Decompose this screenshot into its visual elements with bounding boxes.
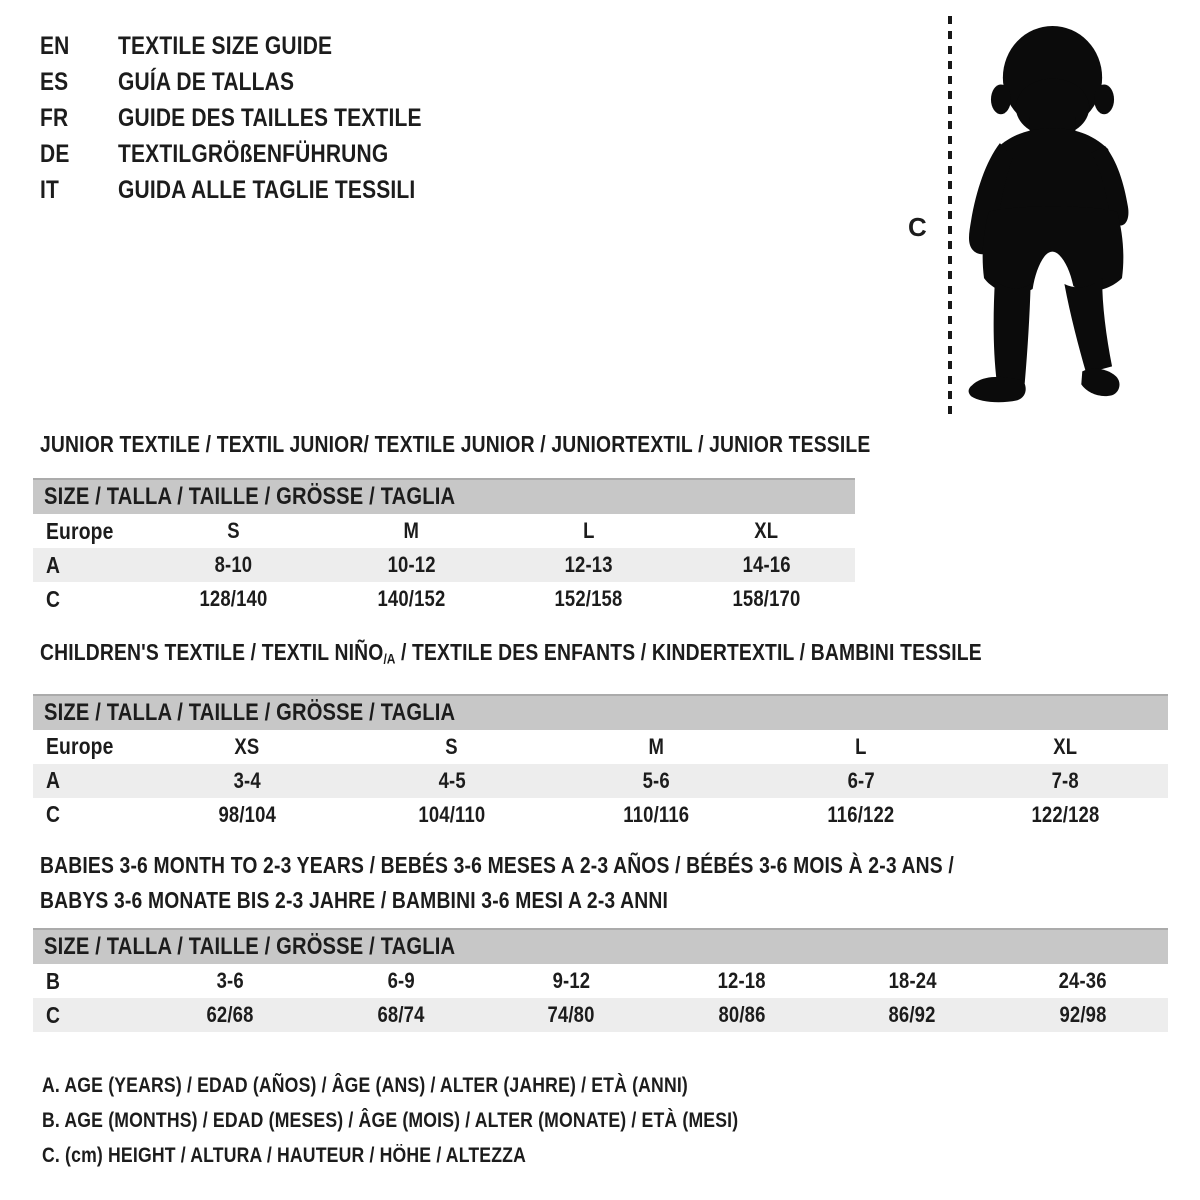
size-cell: M (403, 518, 420, 543)
size-cell: M (648, 733, 665, 759)
row-label: B (46, 967, 61, 994)
junior-row-height (33, 582, 855, 616)
language-code-en: EN (40, 32, 70, 60)
row-label: C (46, 1001, 61, 1028)
junior-row-europe (33, 514, 855, 548)
size-cell: 68/74 (377, 1002, 425, 1027)
children-row-europe (33, 730, 1168, 764)
children-section-title (33, 638, 1168, 674)
size-cell: 62/68 (206, 1002, 254, 1027)
size-cell: 5-6 (642, 767, 671, 793)
size-header-label: SIZE / TALLA / TAILLE / GRÖSSE / TAGLIA (44, 483, 456, 510)
guide-title-fr: GUIDE DES TAILLES TEXTILE (118, 104, 422, 132)
language-code-de: DE (40, 140, 70, 168)
size-header-label: SIZE / TALLA / TAILLE / GRÖSSE / TAGLIA (44, 698, 456, 726)
size-cell: 140/152 (377, 586, 446, 611)
size-cell: 7-8 (1052, 767, 1080, 793)
size-cell: 152/158 (554, 586, 623, 611)
children-size-header-bar (33, 694, 1168, 730)
size-cell: XL (1053, 733, 1078, 759)
children-row-height (33, 798, 1168, 832)
size-cell: 4-5 (438, 767, 466, 793)
size-cell: S (445, 733, 459, 759)
size-cell: 74/80 (547, 1002, 595, 1027)
language-row-fr (40, 100, 480, 136)
guide-title-es: GUÍA DE TALLAS (118, 68, 295, 96)
babies-textile-section (33, 848, 1168, 1032)
size-cell: XL (754, 518, 779, 543)
language-code-es: ES (40, 68, 69, 96)
size-cell: 10-12 (387, 552, 436, 577)
size-cell: XS (234, 733, 260, 759)
row-label: C (46, 585, 61, 612)
size-cell: 98/104 (218, 801, 277, 827)
language-code-fr: FR (40, 104, 69, 132)
row-label: A (46, 551, 61, 578)
junior-size-table (33, 478, 855, 616)
size-cell: L (855, 733, 867, 759)
footnote-age-months: B. AGE (MONTHS) / EDAD (MESES) / ÂGE (MOIS) / ALTER (MONATE) / ETÀ (MESI) (42, 1109, 739, 1132)
babies-size-table (33, 928, 1168, 1032)
size-cell: 3-4 (233, 767, 261, 793)
guide-title-it: GUIDA ALLE TAGLIE TESSILI (118, 176, 416, 204)
guide-title-de: TEXTILGRÖßENFÜHRUNG (118, 140, 389, 168)
measurement-figure (890, 0, 1200, 440)
size-cell: 9-12 (552, 968, 591, 993)
babies-title-line1: BABIES 3-6 MONTH TO 2-3 YEARS / BEBÉS 3-6 MESES A 2-3 AÑOS / BÉBÉS 3-6 MOIS À 2-3 ANS / (40, 852, 954, 878)
row-label: C (46, 801, 61, 828)
size-cell: 80/86 (718, 1002, 766, 1027)
row-label: Europe (46, 733, 114, 760)
row-label: A (46, 767, 61, 794)
junior-section-title (33, 430, 871, 458)
children-row-age (33, 764, 1168, 798)
size-cell: 116/122 (827, 801, 895, 827)
language-code-it: IT (40, 176, 60, 204)
height-dashed-line (948, 16, 952, 418)
guide-title-en: TEXTILE SIZE GUIDE (118, 32, 333, 60)
footnote-height-cm: C. (cm) HEIGHT / ALTURA / HAUTEUR / HÖHE / ALTEZZA (42, 1144, 527, 1167)
legend-footnotes (42, 1068, 871, 1173)
size-cell: L (583, 518, 595, 543)
size-cell: 128/140 (199, 586, 268, 611)
language-row-es (40, 64, 480, 100)
size-cell: 3-6 (216, 968, 244, 993)
size-cell: 8-10 (214, 552, 253, 577)
size-cell: 6-9 (387, 968, 415, 993)
babies-row-height (33, 998, 1168, 1032)
junior-size-header-bar (33, 478, 855, 514)
size-cell: 12-18 (717, 968, 766, 993)
nino-a-subscript: /A (383, 651, 396, 668)
language-row-it (40, 172, 480, 208)
size-cell: 86/92 (888, 1002, 936, 1027)
junior-section-title-text: JUNIOR TEXTILE / TEXTIL JUNIOR/ TEXTILE JUNIOR / JUNIORTEXTIL / JUNIOR TESSILE (40, 431, 871, 457)
height-measure-label: C (908, 212, 927, 242)
size-cell: 24-36 (1058, 968, 1107, 993)
children-size-table (33, 694, 1168, 832)
babies-section-title (33, 848, 1168, 918)
footnote-age-years: A. AGE (YEARS) / EDAD (AÑOS) / ÂGE (ANS) / ALTER (JAHRE) / ETÀ (ANNI) (42, 1074, 688, 1097)
junior-row-age (33, 548, 855, 582)
size-cell: 92/98 (1059, 1002, 1107, 1027)
language-title-list (40, 28, 480, 208)
row-label: Europe (46, 517, 114, 544)
size-cell: 104/110 (418, 801, 486, 827)
babies-row-months (33, 964, 1168, 998)
baby-silhouette-icon (966, 20, 1140, 422)
babies-size-header-bar (33, 928, 1168, 964)
junior-textile-section (33, 430, 871, 616)
size-cell: 18-24 (888, 968, 937, 993)
language-row-en (40, 28, 480, 64)
size-header-label: SIZE / TALLA / TAILLE / GRÖSSE / TAGLIA (44, 933, 456, 960)
size-cell: 12-13 (564, 552, 613, 577)
size-cell: 122/128 (1031, 801, 1100, 827)
children-section-title-text: CHILDREN'S TEXTILE / TEXTIL NIÑO/A / TEXTILE DES ENFANTS / KINDERTEXTIL / BAMBINI TESSILE (40, 639, 982, 668)
size-cell: S (227, 518, 240, 543)
children-textile-section (33, 638, 1168, 832)
babies-title-line2: BABYS 3-6 MONATE BIS 2-3 JAHRE / BAMBINI 3-6 MESI A 2-3 ANNI (40, 887, 669, 913)
language-row-de (40, 136, 480, 172)
size-cell: 14-16 (742, 552, 791, 577)
size-cell: 158/170 (732, 586, 801, 611)
size-cell: 110/116 (623, 801, 690, 827)
size-cell: 6-7 (847, 767, 875, 793)
